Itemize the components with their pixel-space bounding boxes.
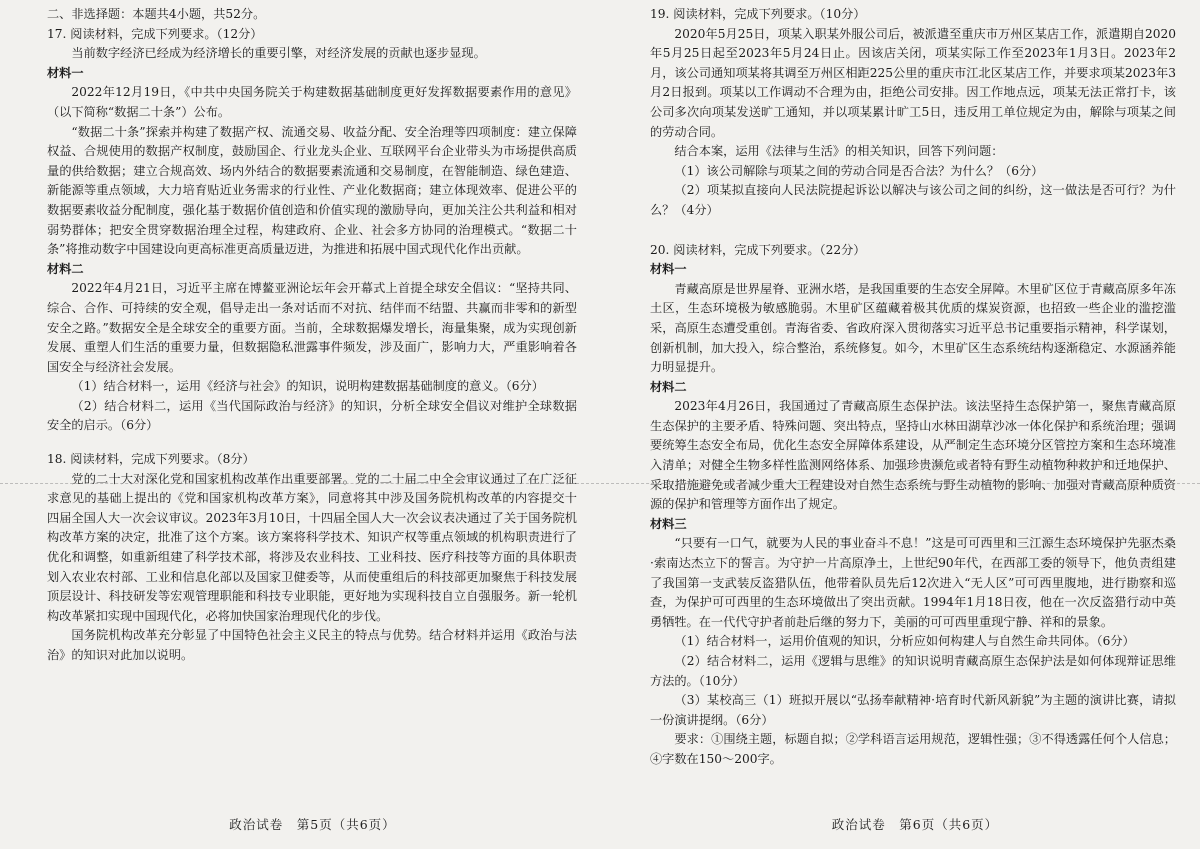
q17-material1-p1: 2022年12月19日，《中共中央国务院关于构建数据基础制度更好发挥数据要素作用的意见》（以下简称“数据二十条”）公布。 — [47, 85, 577, 119]
q20-task3: （3）某校高三（1）班拟开展以“弘扬奉献精神·培育时代新风新貌”为主题的演讲比赛，请拟一份演讲提纲。（6分） — [650, 693, 1176, 727]
page-6 — [600, 0, 1200, 849]
q17-heading: 17. 阅读材料，完成下列要求。（12分） — [47, 26, 263, 41]
q20-material2-label: 材料二 — [650, 379, 687, 394]
q20-material1-label: 材料一 — [650, 262, 687, 277]
q18-heading: 18. 阅读材料，完成下列要求。（8分） — [47, 452, 255, 467]
q17-material1-p2: “数据二十条”探索并构建了数据产权、流通交易、收益分配、安全治理等四项制度：建立保障权益、合规使用的数据产权制度，鼓励国企、行业龙头企业、互联网平台企业带头为市场提供高质量的供给数据；建立合规高效、场内外结合的数据要素流通和交易制度，在智能制造、绿色建造、新能源等重点领域，大力培育贴近业务需求的行业性、产业化数据商；建立体现效率、促进公平的数据要素收益分配制度，强化基于数据价值创造和价值实现的激励导向，更加关注公共利益和相对弱势群体；把安全贯穿数据治理全过程，构建政府、企业、社会多方协同的治理模式。“数据二十条”将推动数字中国建设向更高标准更高质量迈进，为推进和拓展中国式现代化作出贡献。 — [47, 124, 577, 257]
q19-task1: （1）该公司解除与项某之间的劳动合同是否合法？为什么？（6分） — [674, 163, 1044, 178]
q20-task1: （1）结合材料一，运用价值观的知识，分析应如何构建人与自然生命共同体。（6分） — [674, 634, 1135, 649]
q18-task: 国务院机构改革充分彰显了中国特色社会主义民主的特点与优势。结合材料并运用《政治与法治》的知识对此加以说明。 — [47, 628, 577, 662]
q20-material2-p1: 2023年4月26日，我国通过了青藏高原生态保护法。该法坚持生态保护第一，聚焦青藏高原生态保护的主要矛盾、特殊问题、突出特点，坚持山水林田湖草沙冰一体化保护和系统治理；强调要统筹生态安全布局，优化生态安全屏障体系建设，从严制定生态环境分区管控方案和生态环境准入清单；对健全生物多样性监测网络体系、加强珍贵濒危或者特有野生动植物种救护和迁地保护、采取措施避免或者减少重大工程建设对自然生态系统与野生动植物的影响、加强对青藏高原种质资源的保护和管理等方面作出了规定。 — [650, 399, 1176, 512]
spacer — [650, 221, 1176, 241]
page-5 — [0, 0, 585, 849]
q20-material3-label: 材料三 — [650, 516, 687, 531]
q19-task2: （2）项某拟直接向人民法院提起诉讼以解决与该公司之间的纠纷，这一做法是否可行？为什么？（4分） — [650, 183, 1176, 217]
section-title: 二、非选择题：本题共4小题，共52分。 — [47, 7, 266, 21]
q20-requirements: 要求：①围绕主题，标题自拟；②学科语言运用规范，逻辑性强；③不得透露任何个人信息；④字数在150～200字。 — [650, 732, 1176, 766]
q17-task2: （2）结合材料二，运用《当代国际政治与经济》的知识，分析全球安全倡议对维护全球数据安全的启示。（6分） — [47, 398, 577, 433]
q20-material3-p1: “只要有一口气，就要为人民的事业奋斗不息！”这是可可西里和三江源生态环境保护先驱杰桑·索南达杰立下的誓言。为守护一片高原净土，上世纪90年代，在西部工委的领导下，他负责组建了我国第一支武装反盗猎队伍，他带着队员先后12次进入“无人区”可可西里腹地，进行勘察和巡查，为保护可可西里的生态环境做出了突出贡献。1994年1月18日夜，他在一次反盗猎行动中英勇牺牲。在一代代守护者前赴后继的努力下，美丽的可可西里重现宁静、祥和的景象。 — [650, 536, 1176, 629]
fold-line — [0, 483, 1200, 484]
q19-p2: 结合本案，运用《法律与生活》的相关知识，回答下列问题： — [674, 144, 1004, 159]
q17-material2-label: 材料二 — [47, 261, 84, 276]
q20-task2: （2）结合材料二，运用《逻辑与思维》的知识说明青藏高原生态保护法是如何体现辩证思维方法的。（10分） — [650, 654, 1176, 688]
q17-task1: （1）结合材料一，运用《经济与社会》的知识，说明构建数据基础制度的意义。（6分） — [71, 379, 544, 394]
q19-p1: 2020年5月25日，项某入职某外服公司后，被派遣至重庆市万州区某店工作，派遣期自2020年5月25日起至2023年5月24日止。因该店关闭，项某实际工作至2023年1月3日。2023年2月，该公司通知项某将其调至万州区相距225公里的重庆市江北区某店工作，并要求项某2023年3月2日报到。项某以工作调动不合理为由，拒绝公司安排。因工作地点远，项某无法正常打卡，该公司多次向项某发送旷工通知，并以项某累计旷工5日，违反用工单位规定为由，解除与项某之间的劳动合同。 — [650, 26, 1176, 139]
q17-intro: 当前数字经济已经成为经济增长的重要引擎，对经济发展的贡献也逐步显现。 — [71, 46, 486, 61]
q20-heading: 20. 阅读材料，完成下列要求。（22分） — [650, 242, 866, 257]
spacer — [47, 436, 577, 450]
page-5-footer: 政治试卷 第5页（共6页） — [229, 817, 396, 832]
q17-material1-label: 材料一 — [47, 65, 84, 80]
q19-heading: 19. 阅读材料，完成下列要求。（10分） — [650, 7, 866, 21]
q20-material1-p1: 青藏高原是世界屋脊、亚洲水塔，是我国重要的生态安全屏障。木里矿区位于青藏高原多年冻土区，生态环境极为敏感脆弱。木里矿区蕴藏着极其优质的煤炭资源，也招致一些企业的滥挖滥采，高原生态遭受重创。青海省委、省政府深入贯彻落实习近平总书记重要指示精神，科学谋划，创新机制，加大投入，综合整治，系统修复。如今，木里矿区生态系统结构逐渐稳定、水源涵养能力明显提升。 — [650, 281, 1176, 375]
page-6-footer: 政治试卷 第6页（共6页） — [831, 817, 999, 832]
q17-material2-p1: 2022年4月21日，习近平主席在博鳌亚洲论坛年会开幕式上首提全球安全倡议：“坚持共同、综合、合作、可持续的安全观，倡导走出一条对话而不对抗、结伴而不结盟、共赢而非零和的新型安全之路。”数据安全是全球安全的重要方面。当前，全球数据爆发增长，海量集聚，成为实现创新发展、重塑人们生活的重要力量，但数据隐私泄露事件频发，涉及面广，影响力大，严重影响着各国安全与经济社会发展。 — [47, 281, 577, 374]
q18-p1: 党的二十大对深化党和国家机构改革作出重要部署。党的二十届二中全会审议通过了在广泛征求意见的基础上提出的《党和国家机构改革方案》，同意将其中涉及国务院机构改革的内容提交十四届全国人大一次会议审议。2023年3月10日，十四届全国人大一次会议表决通过了关于国务院机构改革方案的决定，批准了这个方案。该方案将科学技术、知识产权等重点领域的机构职责进行了优化和调整，如重新组建了科学技术部，将涉及农业科技、工业科技、医疗科技等方面的具体职责划入农业农村部、工业和信息化部以及国家卫健委等，从而使重组后的科技部更加聚焦于科技发展顶层设计、科技研发等宏观管理职能和科技专业职能，更好地为实现科技自立自强服务。新一轮机构改革紧扣实现中国现代化，必将加快国家治理现代化的步伐。 — [47, 471, 577, 623]
